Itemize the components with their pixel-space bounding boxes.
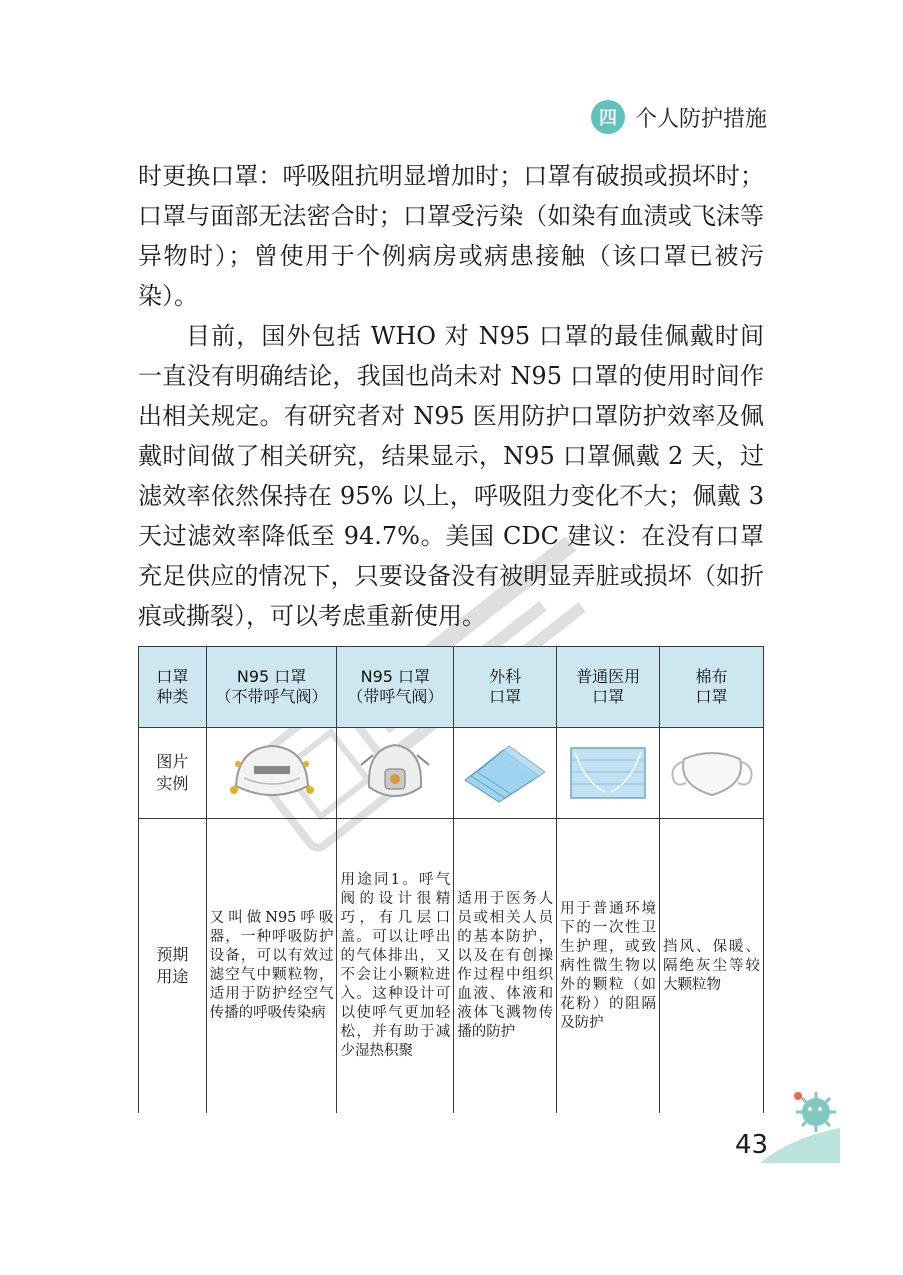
chapter-number-badge: 四 xyxy=(591,100,625,134)
header-cotton xyxy=(660,647,764,728)
paragraph-1: 时更换口罩：呼吸阻抗明显增加时；口罩有破损或损坏时；口罩与面部无法密合时；口罩受污染（如染有血渍或飞沫等异物时）；曾使用于个例病房或病患接触（该口罩已被污染）。 xyxy=(138,162,764,310)
header-col2-line2: （带呼气阀） xyxy=(347,687,444,706)
surgical-mask-icon xyxy=(459,740,551,806)
cotton-mask-icon xyxy=(666,745,758,801)
use-medical: 用于普通环境下的一次性卫生护理，或致病性微生物以外的颗粒（如花粉）的阻隔及防护 xyxy=(557,819,660,1114)
use-cotton: 挡风、保暖、隔绝灰尘等较大颗粒物 xyxy=(660,819,764,1114)
image-label-line1: 图片 xyxy=(156,752,189,771)
header-col5-line1: 棉布 xyxy=(695,667,728,686)
use-n95-valve: 用途同1。呼气阀的设计很精巧，有几层口盖。可以让呼出的气体排出，又不会让小颗粒进入。这种设计可以使呼气更加轻松，并有助于减少湿热积聚 xyxy=(337,819,454,1114)
n95-mask-icon xyxy=(224,738,320,808)
use-n95-no-valve: 又叫做N95呼吸器，一种呼吸防护设备，可以有效过滤空气中颗粒物，适用于防护经空气传播的呼吸传染病 xyxy=(206,819,337,1114)
header-col5-line2: 口罩 xyxy=(695,687,728,706)
chapter-header xyxy=(591,100,767,134)
use-row-label xyxy=(139,819,207,1114)
header-col4-line1: 普通医用 xyxy=(576,667,641,686)
header-label-line2: 种类 xyxy=(156,687,189,706)
mask-comparison-table xyxy=(138,646,764,1113)
header-medical xyxy=(557,647,660,728)
image-row xyxy=(139,728,764,819)
img-cotton xyxy=(660,728,764,819)
use-surgical: 适用于医务人员或相关人员的基本防护，以及在有创操作过程中组织血液、体液和液体飞溅物传播的防护 xyxy=(454,819,557,1114)
image-row-label xyxy=(139,728,207,819)
img-surgical xyxy=(454,728,557,819)
use-label-line1: 预期 xyxy=(156,945,189,964)
page-number: 43 xyxy=(735,1130,769,1160)
header-col3-line1: 外科 xyxy=(489,667,522,686)
img-medical xyxy=(557,728,660,819)
image-label-line2: 实例 xyxy=(156,774,189,793)
header-n95-no-valve xyxy=(206,647,337,728)
header-col4-line2: 口罩 xyxy=(592,687,625,706)
header-label-cell xyxy=(139,647,207,728)
chapter-title: 个人防护措施 xyxy=(634,106,767,132)
n95-valve-mask-icon xyxy=(355,737,435,809)
header-col1-line2: （不带呼气阀） xyxy=(215,687,328,706)
img-n95-no-valve xyxy=(206,728,337,819)
header-label-line1: 口罩 xyxy=(156,667,189,686)
header-surgical xyxy=(454,647,557,728)
header-col3-line2: 口罩 xyxy=(489,687,522,706)
intended-use-row xyxy=(139,819,764,1114)
medical-mask-icon xyxy=(565,742,651,804)
body-text xyxy=(138,156,764,636)
header-col1-line1: N95 口罩 xyxy=(236,667,307,686)
table-header-row xyxy=(139,647,764,728)
use-label-line2: 用途 xyxy=(156,967,189,986)
header-n95-valve xyxy=(337,647,454,728)
virus-decoration-icon xyxy=(760,1088,840,1163)
img-n95-valve xyxy=(337,728,454,819)
paragraph-2: 目前，国外包括 WHO 对 N95 口罩的最佳佩戴时间一直没有明确结论，我国也尚未对 N95 口罩的使用时间作出相关规定。有研究者对 N95 医用防护口罩防护效率及佩戴时间做了相关研究，结果显示，N95 口罩佩戴 2 天，过滤效率依然保持在 95% 以上，呼吸阻力变化不大；佩戴 3 天过滤效率降低至 94.7%。美国 CDC 建议：在没有口罩充足供应的情况下，只要设备没有被明显弄脏或损坏（如折痕或撕裂），可以考虑重新使用。 xyxy=(138,322,764,630)
header-col2-line1: N95 口罩 xyxy=(360,667,431,686)
